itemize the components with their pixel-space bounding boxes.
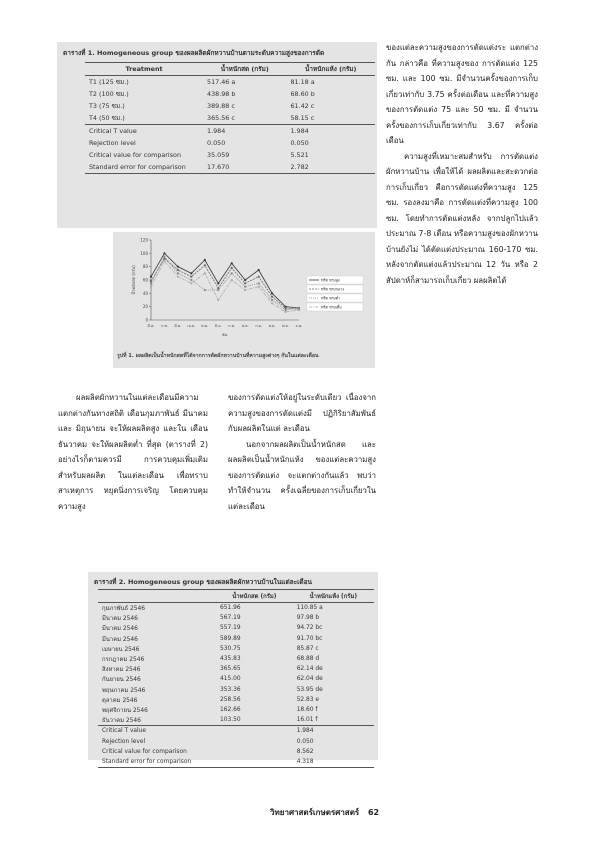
y-tick-label: 40 — [142, 290, 148, 296]
table-row: Rejection level 0.050 — [102, 738, 314, 745]
figure1-caption: รูปที่ 1. ผลผลิตเป็นน้ำหนักสดที่ได้จากการตัดผักหวานบ้านที่ความสูงต่างๆ กันในแต่ละเดือน — [117, 353, 319, 359]
table-row: สิงหาคม 2546 365.65 62.14 de — [102, 666, 323, 674]
table-row: Standard error for comparison 4.318 — [98, 757, 374, 768]
journal-name: วิทยาศาสตร์เกษตรศาสตร์ — [270, 808, 360, 817]
x-tick-label: ส.ค. — [241, 324, 249, 328]
data-point — [258, 276, 260, 278]
data-point — [298, 309, 300, 311]
data-point — [217, 282, 219, 284]
table1-header: Treatment — [125, 65, 163, 73]
data-point — [204, 272, 206, 274]
mid-left-column — [58, 390, 208, 514]
x-tick-label: ก.ย. — [255, 324, 262, 328]
table-row: กุมภาพันธ์ 2546 651.96 110.85 a — [102, 605, 323, 613]
y-tick-label: 0 — [145, 317, 148, 323]
data-point — [217, 287, 219, 289]
data-point — [258, 269, 260, 271]
paragraph: ของการตัดแต่งให้อยู่ในระดับเดียว เนื่องจากความสูงของการตัดแต่งมี ปฏิกิริยาสัมพันธ์กับผลผลิตในแต่ ละเดือน — [228, 393, 376, 433]
table-row: Standard error for comparison 17.670 2.782 — [85, 161, 375, 174]
legend-label: ทรีต ทรงเตี้ย — [321, 304, 342, 310]
y-tick-label: 80 — [142, 264, 148, 270]
data-point — [271, 292, 273, 294]
table2-box — [88, 572, 378, 765]
legend-label: ทรีต ทรงกลาง — [321, 286, 345, 292]
x-tick-label: พ.ย. — [282, 324, 289, 328]
line-chart — [113, 232, 375, 350]
data-point — [150, 286, 152, 288]
data-point — [271, 296, 273, 298]
data-point — [258, 286, 260, 288]
table-row: มีนาคม 2546 567.19 97.98 b — [102, 615, 320, 623]
data-point — [244, 282, 246, 284]
table-row: พฤษภาคม 2546 353.36 53.95 de — [102, 686, 323, 694]
data-point — [217, 299, 219, 301]
table-row: Critical value for comparison 35.059 5.521 — [89, 151, 309, 159]
right-column — [386, 40, 538, 288]
y-tick-label: 120 — [140, 237, 148, 243]
data-point — [217, 289, 219, 291]
legend-label: ทรีต ทรงต่ำ — [321, 295, 341, 301]
data-point — [190, 276, 192, 278]
data-point — [231, 272, 233, 274]
data-point — [190, 282, 192, 284]
paragraph: ความสูงที่เหมาะสมสำหรับ การตัดแต่งผักหวานบ้าน เพื่อให้ได้ ผลผลิตและสะดวกต่อการเก็บเกี่ยว คือการตัดแต่งที่ความสูง 125 ซม. รองลงมาคือ การตัดแต่งที่ความสูง 100 ซม. โดยทำการตัดแต่งหลัง จากปลูกไปแล้วประมาณ 7-8 เดือน หรือความสูงของผักหวานบ้านยังไม่ ได้ตัดแต่งประมาณ 160-170 ซม. หลังจากตัดแต่งแล้วประมาณ 12 วัน หรือ 2 สัปดาห์ก็สามารถเก็บเกี่ยว ผลผลิตได้ — [386, 151, 539, 285]
data-point — [271, 302, 273, 304]
x-tick-label: ต.ค. — [268, 324, 276, 328]
data-point — [204, 264, 206, 266]
mid-right-column — [228, 390, 376, 514]
table-row: T2 (100 ซม.) 438.98 b 68.60 b — [89, 90, 315, 98]
paragraph: ของแต่ละความสูงของการตัดแต่งระ แตกต่างกัน กล่าวคือ ที่ความสูงของ การตัดแต่ง 125 ซม. และ 100 ซม. มีจำนวนครั้งของการเก็บเกี่ยวเท่ากับ 3.75 ครั้งต่อเดือน และที่ความสูง ของการตัดแต่ง 75 และ 50 ซม. มี จำนวนครั้งของการเก็บเกี่ยวเท่ากับ 3.67 ครั้งต่อเดือน — [386, 43, 538, 145]
y-tick-label: 60 — [142, 277, 148, 283]
data-point — [150, 276, 152, 278]
x-tick-label: ก.พ. — [161, 324, 168, 328]
table1 — [85, 62, 375, 174]
data-point — [204, 259, 206, 261]
x-tick-label: เม.ย. — [187, 324, 196, 328]
data-point — [177, 272, 179, 274]
table-row: พฤศจิกายน 2546 162.66 18.60 f — [102, 706, 318, 714]
x-tick-label: พ.ค. — [201, 324, 209, 328]
data-point — [204, 289, 206, 291]
data-point — [231, 279, 233, 281]
data-point — [244, 279, 246, 281]
table2: น้ำหนักสด (กรัม) น้ำหนักแห้ง (กรัม) กุมภาพันธ์ 2546 651.96 110.85 a มีนาคม 2546 567.19 97.98 b มีนาคม 2546 557.19 94.72 bc มีนาคม 2546 589.89 91.70 bc เมษายน 2546 530.75 85.87 c กรกฎาคม 2546 435.83 68.88 d สิงหาคม 2546 365.65 62.14 de กันยายน 2546 415.00 62.04 de พฤษภาคม 2546 353.36 53.95 de ตุลาคม 2546 258.56 52.83 e พฤศจิกายน 2546 162.66 18.60 f ธันวาคม 2546 103.50 16.01 f Critical T value 1.984 Rejection level 0.050 Critical value for comparison 8.562 Standard error for comparison 4.318 — [98, 589, 374, 768]
data-point — [177, 266, 179, 268]
table-row: Critical value for comparison 8.562 — [102, 748, 314, 755]
table-row: Rejection level 0.050 0.050 — [89, 139, 309, 147]
footer — [270, 806, 450, 819]
table1-header: น้ำหนักสด (กรัม) — [220, 65, 269, 73]
x-tick-label: มิ.ย. — [214, 324, 222, 328]
table-row: ธันวาคม 2546 103.50 16.01 f — [102, 717, 318, 725]
y-tick-label: 20 — [142, 304, 148, 310]
data-point — [190, 272, 192, 274]
y-axis-label: น้ำหนักสด (กรัม) — [131, 265, 136, 295]
paragraph: ผลผลิตผักหวานในแต่ละเดือนมีความแตกต่างกันทางสถิติ เดือนกุมภาพันธ์ มีนาคม และ มิถุนายน จะให้ผลผลิตสูง และใน เดือนธันวาคม จะให้ผลผลิตต่ำ ที่สุด (ตารางที่ 2) อย่างไรก็ตามควรมี การควบคุมเพิ่มเติม สำหรับผลผลิต ในแต่ละเดือน เพื่อทราบสาเหตุการ หยุดนิ่งการเจริญ โดยควบคุมความสูง — [58, 393, 208, 511]
data-point — [284, 311, 286, 313]
data-point — [284, 307, 286, 309]
data-point — [150, 282, 152, 284]
data-point — [244, 289, 246, 291]
data-point — [258, 282, 260, 284]
table-row: มีนาคม 2546 557.19 94.72 bc — [102, 625, 323, 633]
series-line — [151, 257, 299, 310]
page-number: 62 — [367, 808, 380, 817]
data-point — [271, 299, 273, 301]
x-tick-label: ธ.ค. — [295, 324, 303, 328]
series-line — [151, 261, 299, 312]
x-tick-label: ก.ค. — [228, 324, 236, 328]
y-tick-label: 100 — [140, 250, 148, 256]
table-row: กันยายน 2546 415.00 62.04 de — [102, 676, 323, 684]
data-point — [284, 309, 286, 311]
data-point — [244, 286, 246, 288]
table-row: เมษายน 2546 530.75 85.87 c — [102, 645, 319, 653]
legend-label: ทรีต ทรงสูง — [321, 277, 340, 283]
x-tick-label: มี.ค. — [174, 324, 182, 328]
table-row: ตุลาคม 2546 258.56 52.83 e — [102, 696, 320, 704]
series-line — [151, 259, 299, 310]
data-point — [231, 267, 233, 269]
data-point — [177, 276, 179, 278]
table1-caption: ตารางที่ 1. Homogeneous group ของผลผลิตผักหวานบ้านตามระดับความสูงของการตัด — [63, 49, 325, 57]
table-row: T1 (125 ซม.) 517.46 a 81.18 a — [89, 78, 315, 86]
paragraph: นอกจากผลผลิตเป็นน้ำหนักสด และผลผลิตเป็นน้ำหนักแห้ง ของแต่ละความสูงของการตัดแต่ง จะแตกต่างกันแล้ว พบว่าทำให้จำนวน ครั้งเฉลี่ยของการเก็บเกี่ยวในแต่ละเดือน — [228, 439, 376, 511]
table2-caption: ตารางที่ 2. Homogeneous group ของผลผลิตผักหวานบ้านในแต่ละเดือน — [94, 578, 312, 586]
table-row: T3 (75 ซม.) 389.88 c 61.42 c — [89, 102, 315, 110]
table-row: มีนาคม 2546 589.89 91.70 bc — [102, 635, 323, 643]
data-point — [163, 260, 165, 262]
table-row: กรกฎาคม 2546 435.83 68.88 d — [102, 656, 320, 664]
x-tick-label: มี.ค. — [147, 324, 155, 328]
table-row: Critical T value 1.984 — [98, 726, 374, 737]
data-point — [231, 262, 233, 264]
data-point — [177, 269, 179, 271]
table1-header: น้ำหนักแห้ง (กรัม) — [305, 65, 357, 73]
data-point — [163, 256, 165, 258]
data-point — [190, 279, 192, 281]
figure1-box — [113, 232, 375, 368]
table-row: T4 (50 ซม.) 365.56 c 58.15 c — [89, 114, 315, 122]
table-row: Critical T value 1.984 1.984 — [85, 125, 375, 138]
series-line — [151, 253, 299, 308]
data-point — [163, 252, 165, 254]
table1-box — [57, 42, 377, 228]
data-point — [298, 307, 300, 309]
x-axis-label: ชม. — [221, 332, 229, 337]
